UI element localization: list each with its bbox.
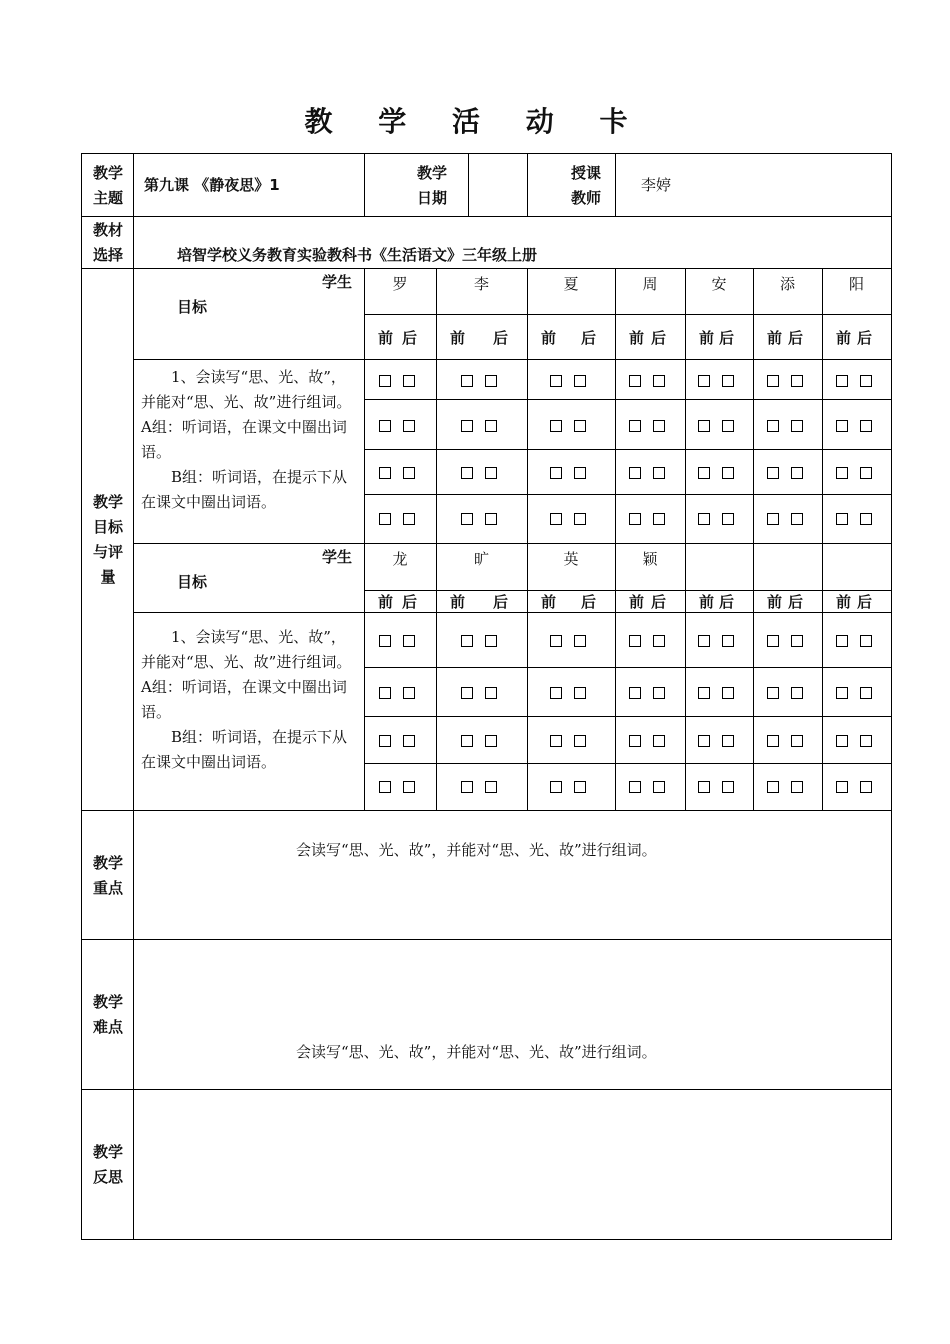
group2-checkbox-after[interactable] [574,781,586,793]
group1-checkbox-before[interactable] [550,420,562,432]
label-reflection: 教学 反思 [92,1143,123,1186]
group1-checkbox-before[interactable] [550,513,562,525]
group2-checkbox-after[interactable] [722,781,734,793]
student-name: 李 [473,275,489,293]
label-theme: 教学 主题 [92,164,123,207]
group2-checkbox-before[interactable] [836,687,848,699]
goal-text-1-b: B组：听词语，在提示下从在课文中圈出词语。 [141,468,348,511]
label-difficulty: 教学 难点 [92,993,123,1036]
group2-checkbox-after[interactable] [653,687,665,699]
group1-checkbox-before[interactable] [461,375,473,387]
group1-checkbox-after[interactable] [722,513,734,525]
label-after: 后 [719,593,735,611]
group2-checkbox-before[interactable] [836,781,848,793]
group1-checkbox-before[interactable] [379,375,391,387]
group2-checkbox-after[interactable] [722,735,734,747]
group2-checkbox-before[interactable] [461,687,473,699]
header-student-2: 学生 [322,548,353,566]
label-before: 前 [378,329,394,347]
table-border-top [81,153,892,154]
value-theme: 第九课 《静夜思》1 [144,176,280,194]
group1-checkbox-after[interactable] [574,513,586,525]
table-hline [364,449,892,450]
student-name: 阳 [848,275,864,293]
group2-checkbox-after[interactable] [722,687,734,699]
group2-checkbox-after[interactable] [653,635,665,647]
group1-checkbox-after[interactable] [860,513,872,525]
label-objectives: 教学 目标 与评 量 [92,493,123,586]
table-hline [364,716,892,717]
label-before: 前 [450,593,466,611]
group2-checkbox-after[interactable] [485,635,497,647]
label-before: 前 [699,593,715,611]
group2-checkbox-before[interactable] [550,781,562,793]
group1-checkbox-after[interactable] [485,420,497,432]
group1-checkbox-before[interactable] [767,375,779,387]
label-before: 前 [629,593,645,611]
group2-checkbox-before[interactable] [629,635,641,647]
table-vline [753,268,754,811]
group1-checkbox-before[interactable] [629,513,641,525]
group1-checkbox-before[interactable] [629,420,641,432]
table-hline [364,494,892,495]
label-before: 前 [378,593,394,611]
group1-checkbox-after[interactable] [653,420,665,432]
group1-checkbox-after[interactable] [860,375,872,387]
group1-checkbox-after[interactable] [403,420,415,432]
group1-checkbox-after[interactable] [485,513,497,525]
label-key: 教学 重点 [92,854,123,897]
label-before: 前 [767,593,783,611]
group1-checkbox-after[interactable] [485,375,497,387]
group1-checkbox-before[interactable] [836,513,848,525]
group2-checkbox-before[interactable] [629,687,641,699]
student-name: 夏 [563,275,579,293]
group1-checkbox-before[interactable] [461,420,473,432]
header-student-1: 学生 [322,273,353,291]
group2-checkbox-after[interactable] [574,687,586,699]
group1-checkbox-before[interactable] [629,467,641,479]
group2-checkbox-after[interactable] [403,687,415,699]
group1-checkbox-after[interactable] [574,375,586,387]
group1-checkbox-before[interactable] [836,467,848,479]
group2-checkbox-before[interactable] [379,635,391,647]
table-vline [468,153,469,217]
label-before: 前 [699,329,715,347]
group1-checkbox-before[interactable] [379,467,391,479]
table-hline [81,216,892,217]
value-key: 会读写“思、光、故”，并能对“思、光、故”进行组词。 [296,841,657,859]
table-hline [81,268,892,269]
group1-checkbox-before[interactable] [550,467,562,479]
group2-checkbox-after[interactable] [860,687,872,699]
label-before: 前 [541,329,557,347]
label-after: 后 [788,329,804,347]
header-goal-1: 目标 [177,298,208,316]
label-before: 前 [541,593,557,611]
group2-checkbox-before[interactable] [461,635,473,647]
group2-checkbox-after[interactable] [860,635,872,647]
group2-checkbox-before[interactable] [629,735,641,747]
label-date: 教学 日期 [416,164,447,207]
table-hline [364,763,892,764]
group2-checkbox-after[interactable] [791,687,803,699]
label-after: 后 [857,329,873,347]
group1-checkbox-before[interactable] [629,375,641,387]
goal-text-2-b: B组：听词语，在提示下从在课文中圈出词语。 [141,728,348,771]
table-hline [364,590,892,591]
table-hline [364,399,892,400]
table-hline [133,359,892,360]
goal-text-1 [141,365,353,515]
table-border-right [891,153,892,1240]
label-after: 后 [493,593,509,611]
label-before: 前 [836,329,852,347]
group2-checkbox-before[interactable] [379,687,391,699]
group2-checkbox-after[interactable] [791,781,803,793]
group2-checkbox-before[interactable] [461,735,473,747]
group2-checkbox-before[interactable] [698,635,710,647]
group1-checkbox-after[interactable] [722,467,734,479]
page-title: 教 学 活 动 卡 [304,105,646,138]
group1-checkbox-after[interactable] [791,467,803,479]
group1-checkbox-after[interactable] [860,420,872,432]
group1-checkbox-after[interactable] [403,467,415,479]
group1-checkbox-after[interactable] [403,513,415,525]
group1-checkbox-before[interactable] [550,375,562,387]
group1-checkbox-before[interactable] [836,420,848,432]
group2-checkbox-after[interactable] [403,781,415,793]
label-after: 后 [857,593,873,611]
group1-checkbox-before[interactable] [767,420,779,432]
table-hline [81,1089,892,1090]
group2-checkbox-after[interactable] [485,735,497,747]
group1-checkbox-after[interactable] [791,375,803,387]
value-teacher: 李婷 [641,176,672,194]
table-border-left [81,153,82,1240]
group2-checkbox-after[interactable] [653,781,665,793]
group1-checkbox-before[interactable] [698,420,710,432]
label-before: 前 [767,329,783,347]
group1-checkbox-before[interactable] [379,420,391,432]
group2-checkbox-before[interactable] [767,781,779,793]
table-vline [822,268,823,811]
table-vline [364,268,365,811]
goal-text-1-a: 1、会读写“思、光、故”，并能对“思、光、故”进行组词。A组：听词语，在课文中圈出词语。 [141,368,352,461]
group1-checkbox-before[interactable] [698,375,710,387]
student-name: 龙 [392,550,408,568]
group1-checkbox-before[interactable] [461,467,473,479]
table-hline [364,667,892,668]
group2-checkbox-before[interactable] [461,781,473,793]
group1-checkbox-after[interactable] [574,420,586,432]
label-after: 后 [719,329,735,347]
value-material: 培智学校义务教育实验教科书《生活语文》三年级上册 [177,246,538,264]
label-before: 前 [836,593,852,611]
group1-checkbox-after[interactable] [722,375,734,387]
group2-checkbox-after[interactable] [791,735,803,747]
group2-checkbox-before[interactable] [836,735,848,747]
group1-checkbox-after[interactable] [791,420,803,432]
student-name: 安 [711,275,727,293]
label-after: 后 [493,329,509,347]
table-vline [133,153,134,1240]
group2-checkbox-before[interactable] [550,635,562,647]
student-name: 旷 [473,550,489,568]
table-hline [133,543,892,544]
group2-checkbox-after[interactable] [722,635,734,647]
group1-checkbox-after[interactable] [653,513,665,525]
label-after: 后 [402,593,418,611]
group2-checkbox-after[interactable] [485,781,497,793]
label-after: 后 [788,593,804,611]
goal-text-2-a: 1、会读写“思、光、故”，并能对“思、光、故”进行组词。A组：听词语，在课文中圈出词语。 [141,628,352,721]
label-after: 后 [402,329,418,347]
group1-checkbox-after[interactable] [653,467,665,479]
student-name: 周 [642,275,658,293]
student-name: 英 [563,550,579,568]
group2-checkbox-before[interactable] [550,735,562,747]
group1-checkbox-before[interactable] [767,467,779,479]
group2-checkbox-before[interactable] [767,687,779,699]
group1-checkbox-before[interactable] [461,513,473,525]
value-difficulty: 会读写“思、光、故”，并能对“思、光、故”进行组词。 [296,1043,657,1061]
group2-checkbox-after[interactable] [403,735,415,747]
group2-checkbox-after[interactable] [574,635,586,647]
group1-checkbox-before[interactable] [698,467,710,479]
group2-checkbox-before[interactable] [836,635,848,647]
group1-checkbox-before[interactable] [379,513,391,525]
goal-text-2 [141,625,353,775]
group1-checkbox-after[interactable] [653,375,665,387]
label-material: 教材 选择 [92,221,123,264]
table-vline [436,268,437,811]
table-vline [527,268,528,811]
label-before: 前 [450,329,466,347]
group2-checkbox-before[interactable] [698,781,710,793]
label-after: 后 [651,593,667,611]
group2-checkbox-after[interactable] [860,781,872,793]
header-goal-2: 目标 [177,573,208,591]
group1-checkbox-before[interactable] [767,513,779,525]
table-vline [685,268,686,811]
table-vline [527,153,528,217]
group2-checkbox-before[interactable] [698,735,710,747]
table-hline [364,314,892,315]
group1-checkbox-after[interactable] [403,375,415,387]
group2-checkbox-before[interactable] [767,735,779,747]
label-after: 后 [581,593,597,611]
table-hline [81,939,892,940]
label-teacher: 授课 教师 [570,164,601,207]
label-after: 后 [651,329,667,347]
group1-checkbox-before[interactable] [698,513,710,525]
group2-checkbox-after[interactable] [860,735,872,747]
group2-checkbox-before[interactable] [550,687,562,699]
group2-checkbox-before[interactable] [698,687,710,699]
group2-checkbox-after[interactable] [791,635,803,647]
table-hline [81,810,892,811]
group2-checkbox-before[interactable] [629,781,641,793]
table-vline [364,153,365,217]
group2-checkbox-after[interactable] [653,735,665,747]
student-name: 罗 [392,275,408,293]
group1-checkbox-after[interactable] [722,420,734,432]
group1-checkbox-after[interactable] [485,467,497,479]
group1-checkbox-after[interactable] [574,467,586,479]
label-after: 后 [581,329,597,347]
table-vline [615,268,616,811]
group2-checkbox-before[interactable] [379,735,391,747]
student-name: 添 [779,275,795,293]
student-name: 颖 [642,550,658,568]
group2-checkbox-after[interactable] [485,687,497,699]
group1-checkbox-after[interactable] [860,467,872,479]
group2-checkbox-after[interactable] [574,735,586,747]
group2-checkbox-after[interactable] [403,635,415,647]
group2-checkbox-before[interactable] [767,635,779,647]
label-before: 前 [629,329,645,347]
group1-checkbox-after[interactable] [791,513,803,525]
group1-checkbox-before[interactable] [836,375,848,387]
group2-checkbox-before[interactable] [379,781,391,793]
table-border-bottom [81,1239,892,1240]
